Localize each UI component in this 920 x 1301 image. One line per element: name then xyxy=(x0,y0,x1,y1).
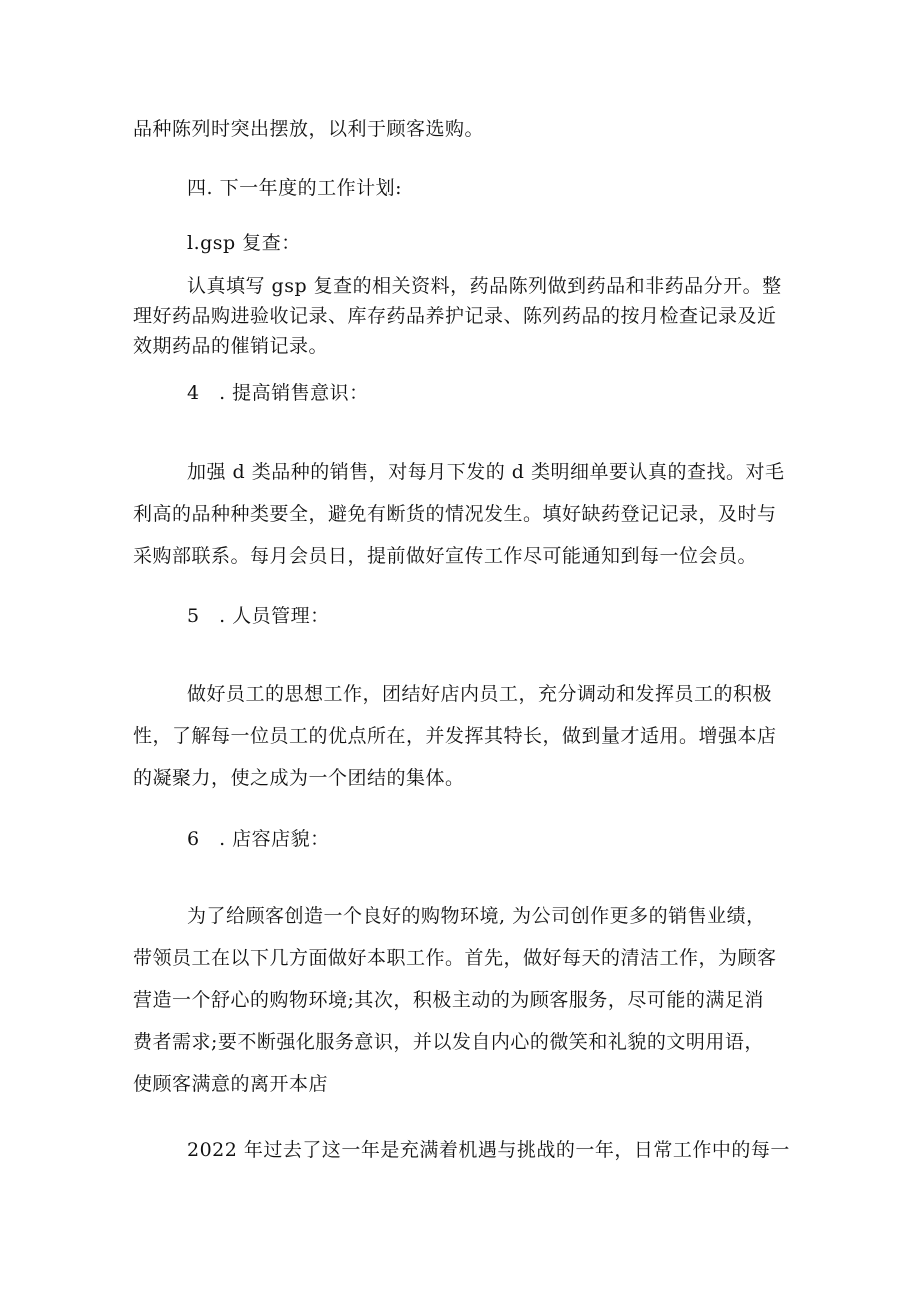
paragraph-line: 加强 d 类品种的销售，对每月下发的 d 类明细单要认真的查找。对毛 xyxy=(187,461,785,483)
paragraph-line: 为了给顾客创造一个良好的购物环境, 为公司创作更多的销售业绩， xyxy=(187,905,766,927)
paragraph-staff xyxy=(133,673,789,799)
paragraph-line: 认真填写 gsp 复查的相关资料，药品陈列做到药品和非药品分开。整 xyxy=(187,275,782,297)
paragraph-line: 利高的品种种类要全，避免有断货的情况发生。填好缺药登记记录，及时与 xyxy=(133,503,777,525)
paragraph-line: 带领员工在以下几方面做好本职工作。首先，做好每天的清洁工作，为顾客 xyxy=(133,947,777,969)
subheading-gsp: l.gsp 复查： xyxy=(187,232,301,254)
paragraph-line: 使顾客满意的离开本店 xyxy=(133,1073,329,1095)
section-heading: 四. 下一年度的工作计划: xyxy=(187,177,402,199)
subheading-store: 6 . 店容店貌： xyxy=(187,828,330,850)
paragraph-line: 费者需求;要不断强化服务意识，并以发自内心的微笑和礼貌的文明用语， xyxy=(133,1031,764,1053)
closing-line: 2022 年过去了这一年是充满着机遇与挑战的一年，日常工作中的每一 xyxy=(187,1139,790,1161)
text-line: 品种陈列时突出摆放，以利于顾客选购。 xyxy=(133,118,485,140)
paragraph-line: 理好药品购进验收记录、库存药品养护记录、陈列药品的按月检查记录及近 xyxy=(133,305,777,327)
paragraph-line: 营造一个舒心的购物环境;其次，积极主动的为顾客服务，尽可能的满足消 xyxy=(133,989,764,1011)
paragraph-gsp xyxy=(133,271,789,361)
paragraph-line: 性，了解每一位员工的优点所在，并发挥其特长，做到量才适用。增强本店 xyxy=(133,725,777,747)
paragraph-line: 采购部联系。每月会员日，提前做好宣传工作尽可能通知到每一位会员。 xyxy=(133,545,758,567)
paragraph-line: 效期药品的催销记录。 xyxy=(133,335,329,357)
subheading-staff: 5 . 人员管理： xyxy=(187,605,330,627)
paragraph-store xyxy=(133,895,789,1105)
paragraph-line: 做好员工的思想工作，团结好店内员工，充分调动和发挥员工的积极 xyxy=(187,683,773,705)
subheading-sales: 4 . 提高销售意识： xyxy=(187,382,369,404)
paragraph-line: 的凝聚力，使之成为一个团结的集体。 xyxy=(133,767,465,789)
paragraph-sales xyxy=(133,451,789,577)
